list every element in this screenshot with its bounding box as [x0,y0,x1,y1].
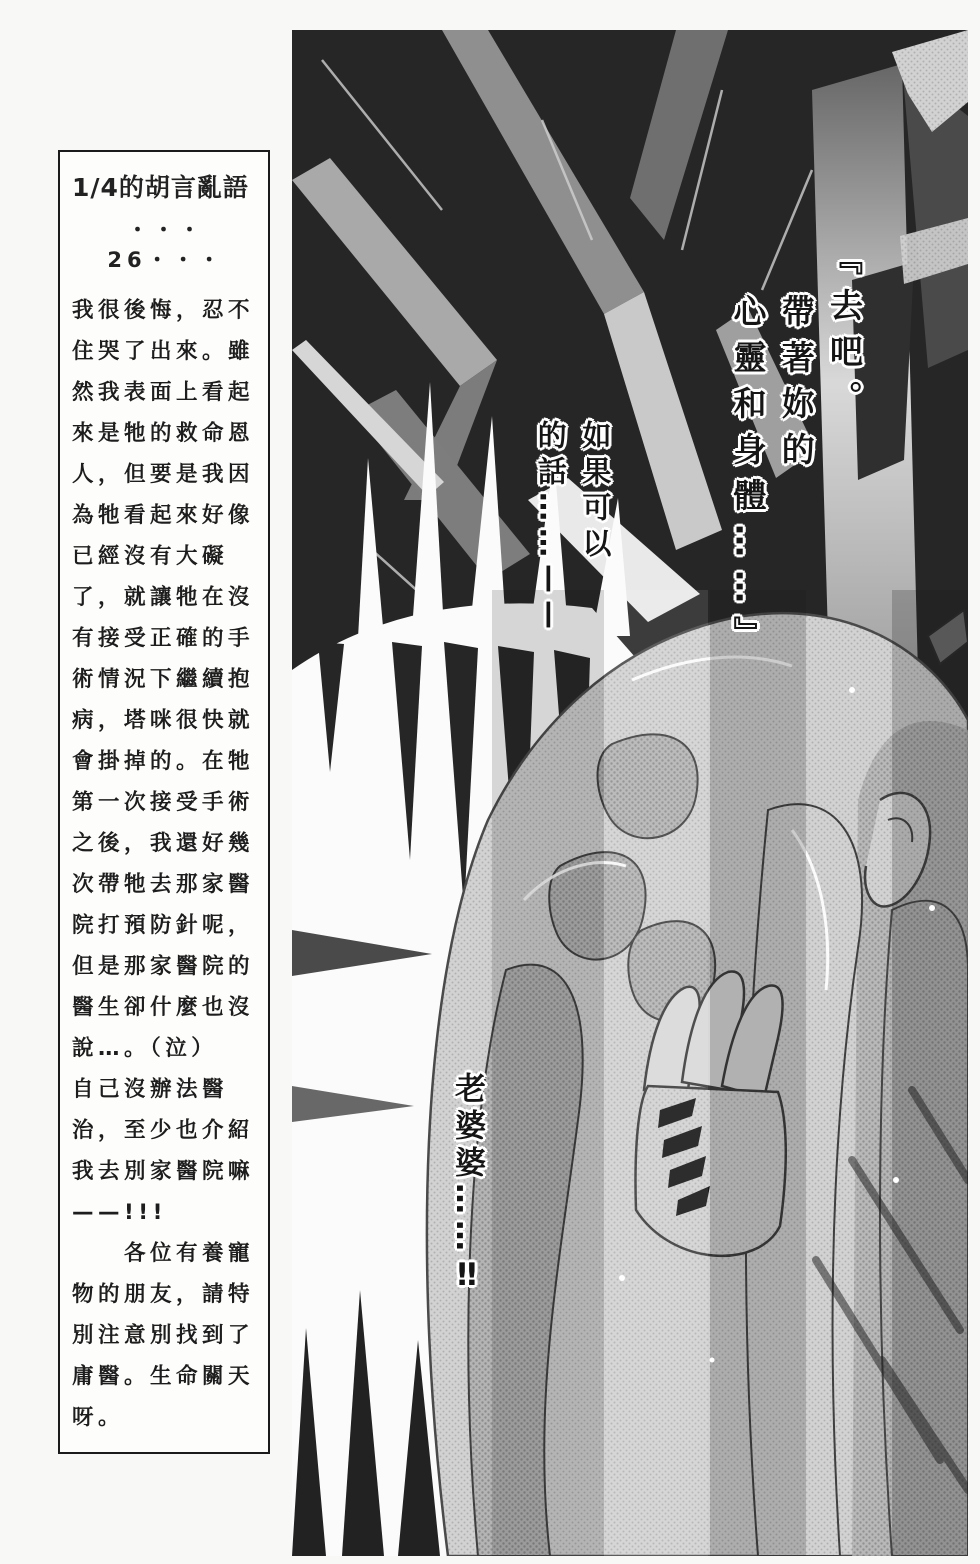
author-note-line: 各位有養寵 [72,1241,255,1266]
author-note-line: 我去別家醫院嘛 [72,1159,255,1184]
author-note-line: 物的朋友，請特 [72,1282,255,1307]
author-note-line: 了，就讓牠在沒 [72,585,255,610]
author-note-line: 說…。（泣） [72,1036,218,1061]
dialogue-line: 帶著妳的 [776,294,816,478]
dialogue-line: 『去吧。 [825,242,864,426]
author-note-line: 住哭了出來。雖 [72,339,255,364]
dialogue-bottom-left [438,1072,497,1299]
author-note-line: 醫生卻什麼也沒 [72,995,255,1020]
author-note-line: 已經沒有大礙 [72,544,229,569]
dialogue-line: 心靈和身體……』 [728,294,768,662]
dialogue-mid-left [524,420,620,636]
author-note-line: 病，塔咪很快就 [72,708,255,733]
author-note-line: 治，至少也介紹 [72,1118,255,1143]
manga-panel [292,30,968,1556]
author-note-line: 庸醫。生命關天 [72,1364,255,1389]
author-note-line: 但是那家醫院的 [72,954,255,979]
vertical-bar-shadows [492,590,968,1556]
dialogue-top-right [720,242,872,662]
author-note-line: 次帶牠去那家醫 [72,872,255,897]
dialogue-line: 如果可以 [578,420,613,564]
author-note-line: 人，但要是我因 [72,462,255,487]
author-note-body [72,290,260,1438]
author-note-line: 來是牠的救命恩 [72,421,255,446]
author-note-line: 有接受正確的手 [72,626,255,651]
author-note-title: 1/4的胡言亂語 [72,173,249,202]
author-note-line: 別注意別找到了 [72,1323,255,1348]
author-note-line: 呀。 [72,1405,125,1430]
author-note-line: 我很後悔，忍不 [72,298,255,323]
author-note-line: 自己沒辦法醫 [72,1077,229,1102]
author-note-line: 院打預防針呢， [72,913,255,938]
dialogue-line: 老婆婆……‼ [449,1072,485,1299]
author-note-line: 為牠看起來好像 [72,503,255,528]
author-note-line: 第一次接受手術 [72,790,255,815]
author-note-subtitle: ・・・26・・・ [107,218,225,272]
author-note-line: ——!!! [72,1200,167,1225]
author-note-line: 之後，我還好幾 [72,831,255,856]
author-note-box [58,150,270,1454]
author-note-line: 會掛掉的。在牠 [72,749,255,774]
author-note-line: 術情況下繼續抱 [72,667,255,692]
author-note-line: 然我表面上看起 [72,380,255,405]
dialogue-line: 的話……—— [533,420,568,636]
